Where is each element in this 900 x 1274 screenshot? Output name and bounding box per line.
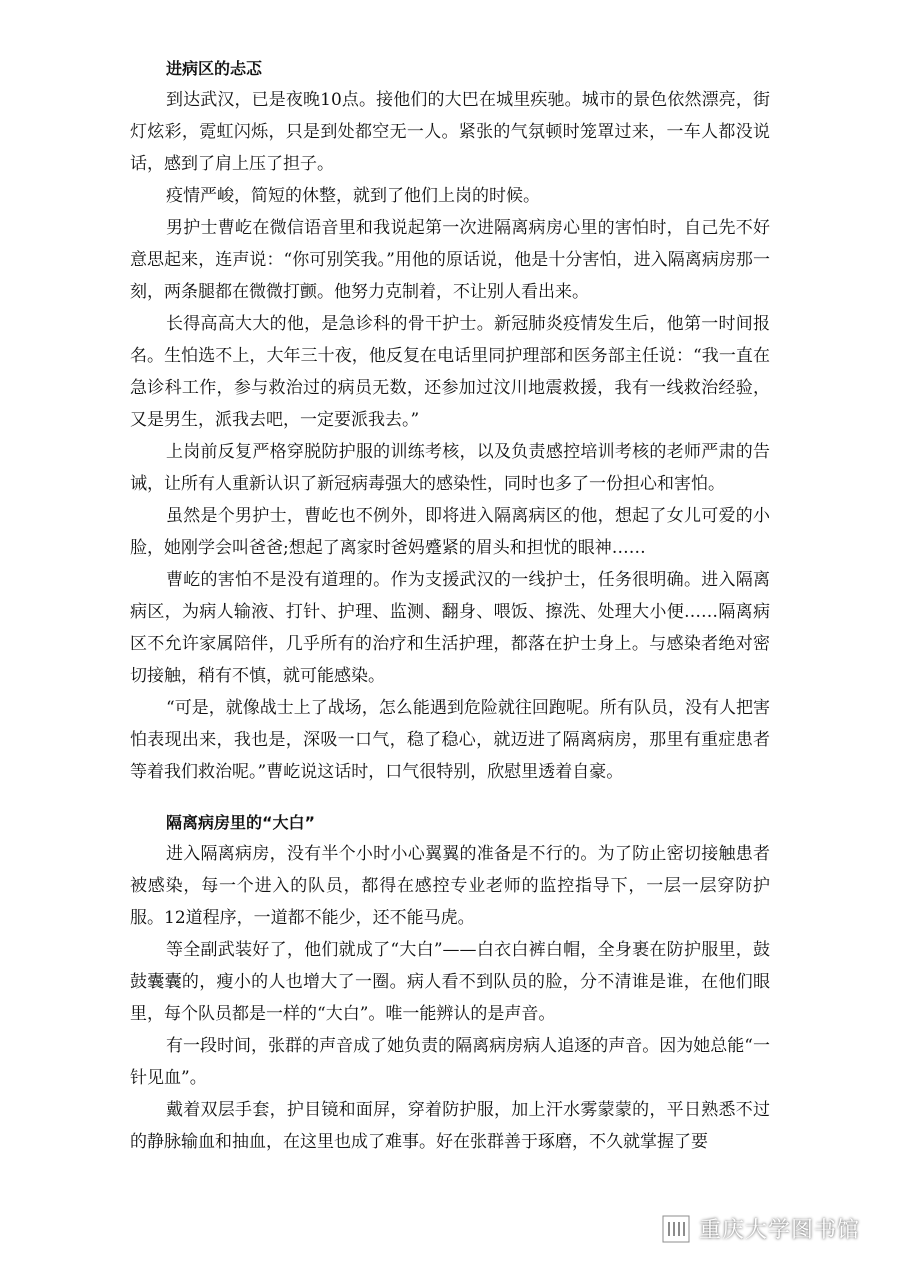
paragraph: 有一段时间，张群的声音成了她负责的隔离病房病人追逐的声音。因为她总能“一针见血”。 (130, 1036, 770, 1088)
section-2 (130, 812, 770, 1158)
paragraph: 曹屹的害怕不是没有道理的。作为支援武汉的一线护士，任务很明确。进入隔离病区，为病人输液、打针、护理、监测、翻身、喂饭、擦洗、处理大小便……隔离病区不允许家属陪伴，几乎所有的治疗和生活护理，都落在护士身上。与感染者绝对密切接触，稍有不慎，就可能感染。 (130, 570, 770, 686)
paragraph: 到达武汉，已是夜晚10点。接他们的大巴在城里疾驰。城市的景色依然漂亮，街灯炫彩，霓虹闪烁，只是到处都空无一人。紧张的气氛顿时笼罩过来，一车人都没说话，感到了肩上压了担子。 (130, 90, 770, 174)
paragraph: 上岗前反复严格穿脱防护服的训练考核，以及负责感控培训考核的老师严肃的告诫，让所有人重新认识了新冠病毒强大的感染性，同时也多了一份担心和害怕。 (130, 442, 770, 494)
paragraph: 男护士曹屹在微信语音里和我说起第一次进隔离病房心里的害怕时，自己先不好意思起来，连声说：“你可别笑我。”用他的原话说，他是十分害怕，进入隔离病房那一刻，两条腿都在微微打颤。他努力克制着，不让别人看出来。 (130, 218, 770, 302)
library-watermark (661, 1213, 860, 1244)
paragraph: 进入隔离病房，没有半个小时小心翼翼的准备是不行的。为了防止密切接触患者被感染，每一个进入的队员，都得在感控专业老师的监控指导下，一层一层穿防护服。12道程序，一道都不能少，还不能马虎。 (130, 844, 770, 928)
paragraph: 疫情严峻，简短的休整，就到了他们上岗的时候。 (166, 186, 540, 206)
paragraph: 等全副武装好了，他们就成了“大白”——白衣白裤白帽，全身裹在防护服里，鼓鼓囊囊的，瘦小的人也增大了一圈。病人看不到队员的脸，分不清谁是谁，在他们眼里，每个队员都是一样的“大白”。唯一能辨认的是声音。 (130, 940, 770, 1024)
paragraph: 戴着双层手套，护目镜和面屏，穿着防护服，加上汗水雾蒙蒙的，平日熟悉不过的静脉输血和抽血，在这里也成了难事。好在张群善于琢磨，不久就掌握了要 (130, 1100, 770, 1152)
section-title: 隔离病房里的“大白” (166, 813, 316, 832)
section-1 (130, 58, 770, 788)
watermark-text: 重庆大学图书馆 (698, 1218, 860, 1243)
document-page (130, 58, 770, 1158)
paragraph: 虽然是个男护士，曹屹也不例外，即将进入隔离病区的他，想起了女儿可爱的小脸，她刚学会叫爸爸;想起了离家时爸妈蹙紧的眉头和担忧的眼神…… (130, 506, 770, 558)
section-divider (130, 788, 770, 812)
paragraph: 长得高高大大的他，是急诊科的骨干护士。新冠肺炎疫情发生后，他第一时间报名。生怕选不上，大年三十夜，他反复在电话里同护理部和医务部主任说：“我一直在急诊科工作，参与救治过的病员无数，还参加过汶川地震救援，我有一线救治经验，又是男生，派我去吧，一定要派我去。” (130, 314, 770, 430)
section-title: 进病区的忐忑 (166, 59, 263, 78)
library-logo-icon (661, 1214, 691, 1244)
paragraph: “可是，就像战士上了战场，怎么能遇到危险就往回跑呢。所有队员，没有人把害怕表现出来，我也是，深吸一口气，稳了稳心，就迈进了隔离病房，那里有重症患者等着我们救治呢。”曹屹说这话时，口气很特别，欣慰里透着自豪。 (130, 698, 770, 782)
